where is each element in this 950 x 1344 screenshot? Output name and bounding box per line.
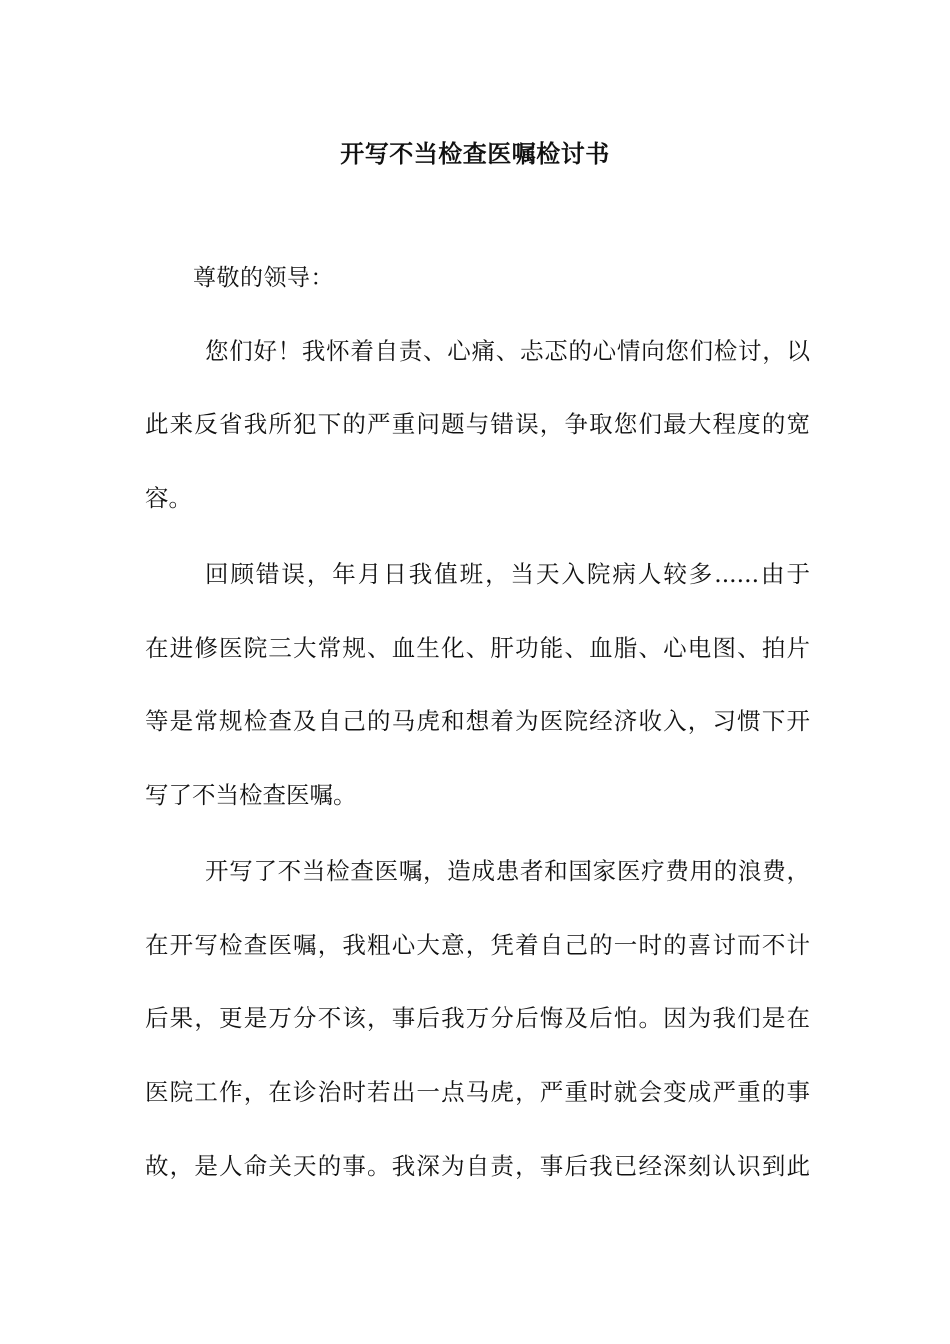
- paragraph-line: 容。: [145, 484, 192, 512]
- paragraph-line: 开写了不当检查医嘱，造成患者和国家医疗费用的浪费，: [205, 857, 810, 885]
- paragraph-line: 后果，更是万分不该，事后我万分后悔及后怕。因为我们是在: [145, 1004, 810, 1032]
- salutation: 尊敬的领导：: [193, 265, 334, 291]
- paragraph-line: 医院工作，在诊治时若出一点马虎，严重时就会变成严重的事: [145, 1078, 810, 1106]
- paragraph-line: 回顾错误，年月日我值班，当天入院病人较多......由于: [205, 560, 810, 588]
- paragraph-line: 在进修医院三大常规、血生化、肝功能、血脂、心电图、拍片: [145, 634, 810, 662]
- paragraph-line: 故，是人命关天的事。我深为自责，事后我已经深刻认识到此: [145, 1152, 810, 1180]
- paragraph-line: 在开写检查医嘱，我粗心大意，凭着自己的一时的喜讨而不计: [145, 931, 810, 959]
- paragraph-line: 等是常规检查及自己的马虎和想着为医院经济收入，习惯下开: [145, 707, 810, 735]
- document-title: 开写不当检查医嘱检讨书: [340, 139, 610, 168]
- paragraph-line: 此来反省我所犯下的严重问题与错误，争取您们最大程度的宽: [145, 410, 810, 438]
- paragraph-line: 您们好！我怀着自责、心痛、忐忑的心情向您们检讨，以: [205, 337, 810, 365]
- paragraph-line: 写了不当检查医嘱。: [145, 781, 357, 809]
